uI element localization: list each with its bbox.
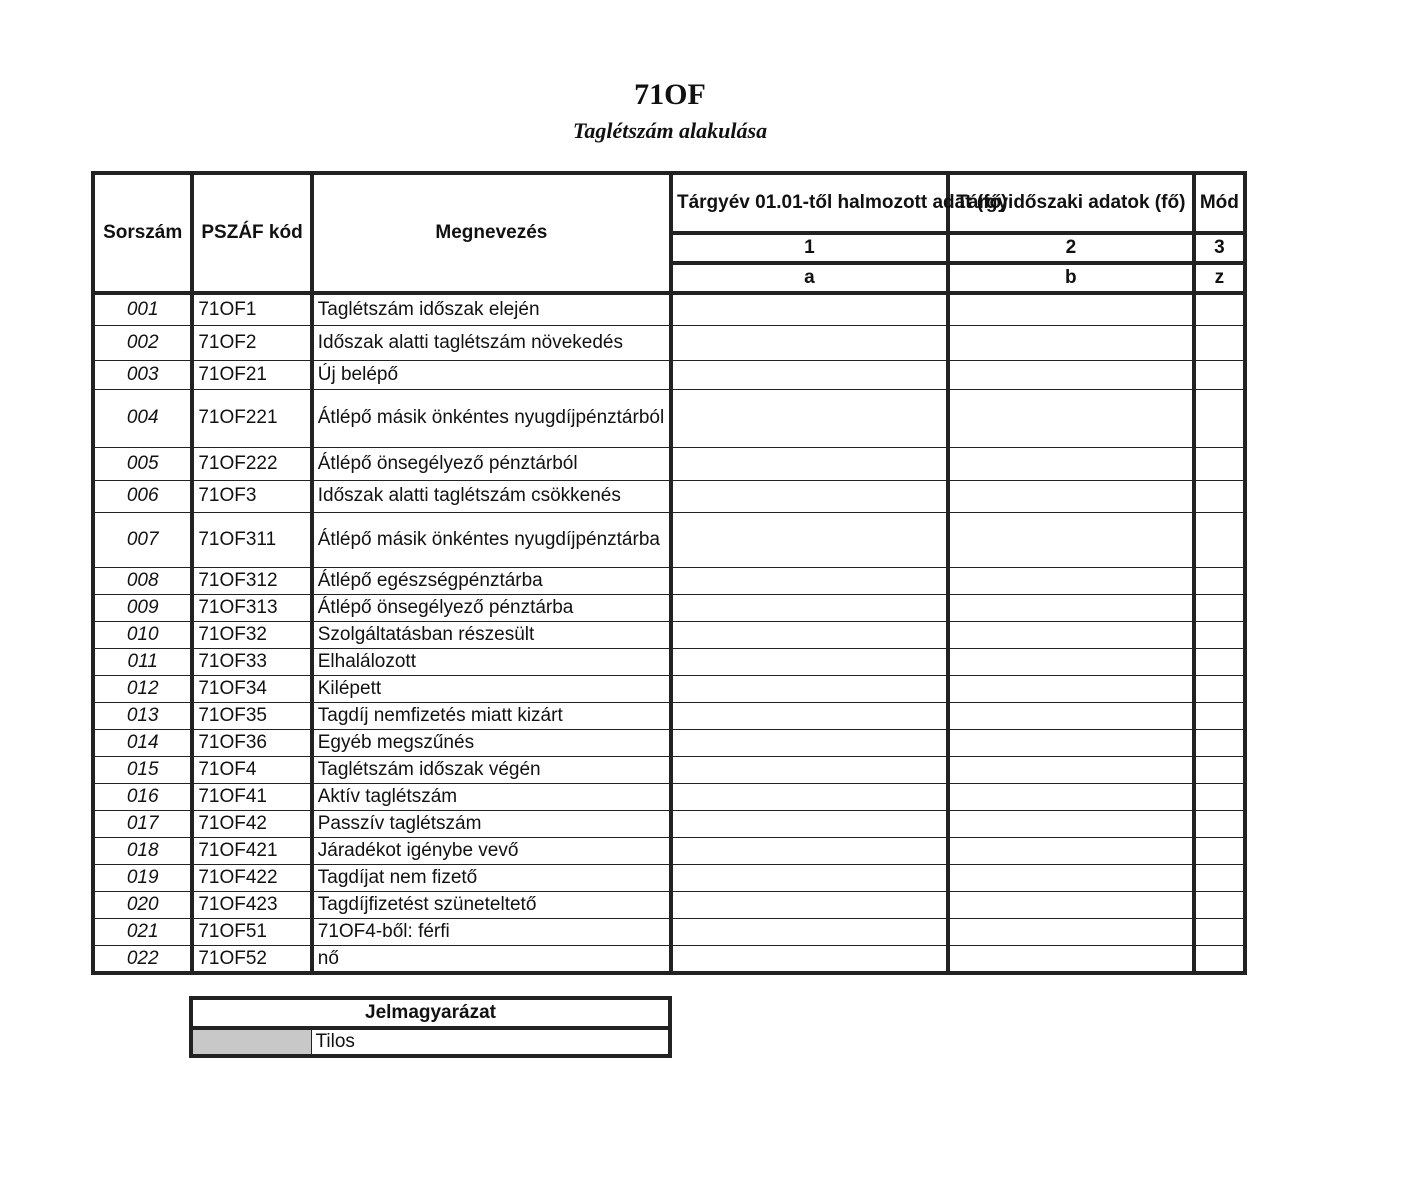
row-name: Átlépő önsegélyező pénztárba	[312, 594, 671, 621]
cell-col1[interactable]	[671, 447, 948, 480]
row-code: 71OF311	[192, 512, 311, 567]
cell-col2[interactable]	[948, 811, 1194, 838]
legend-table	[189, 996, 672, 1058]
cell-col2[interactable]	[948, 293, 1194, 325]
row-number: 004	[93, 389, 192, 447]
data-table	[91, 171, 1247, 975]
table-row	[93, 730, 1245, 757]
cell-col2[interactable]	[948, 919, 1194, 946]
header-col2-letter: b	[948, 263, 1194, 293]
cell-col1[interactable]	[671, 293, 948, 325]
row-number: 022	[93, 946, 192, 973]
legend-title: Jelmagyarázat	[191, 998, 670, 1028]
row-number: 016	[93, 784, 192, 811]
table-row	[93, 703, 1245, 730]
row-code: 71OF34	[192, 676, 311, 703]
table-row	[93, 594, 1245, 621]
header-col2-num: 2	[948, 233, 1194, 263]
row-code: 71OF42	[192, 811, 311, 838]
cell-col3[interactable]	[1194, 512, 1245, 567]
row-code: 71OF3	[192, 480, 311, 512]
table-row	[93, 447, 1245, 480]
row-number: 019	[93, 865, 192, 892]
row-number: 014	[93, 730, 192, 757]
row-code: 71OF422	[192, 865, 311, 892]
row-number: 013	[93, 703, 192, 730]
table-row	[93, 360, 1245, 389]
row-code: 71OF36	[192, 730, 311, 757]
cell-col1[interactable]	[671, 648, 948, 675]
cell-col2[interactable]	[948, 676, 1194, 703]
cell-col3[interactable]	[1194, 838, 1245, 865]
row-name: Új belépő	[312, 360, 671, 389]
cell-col3[interactable]	[1194, 946, 1245, 973]
cell-col3[interactable]	[1194, 730, 1245, 757]
header-pszaf-kod: PSZÁF kód	[192, 173, 311, 293]
cell-col3[interactable]	[1194, 325, 1245, 360]
cell-col2[interactable]	[948, 784, 1194, 811]
page-title: 71OF	[634, 78, 706, 111]
row-name: 71OF4-ből: férfi	[312, 919, 671, 946]
row-name: Szolgáltatásban részesült	[312, 621, 671, 648]
row-name: Tagdíjfizetést szüneteltető	[312, 892, 671, 919]
row-number: 006	[93, 480, 192, 512]
cell-col3[interactable]	[1194, 784, 1245, 811]
cell-col2[interactable]	[948, 512, 1194, 567]
row-name: Időszak alatti taglétszám csökkenés	[312, 480, 671, 512]
cell-col2[interactable]	[948, 594, 1194, 621]
cell-col3[interactable]	[1194, 389, 1245, 447]
row-name: Járadékot igénybe vevő	[312, 838, 671, 865]
cell-col3[interactable]	[1194, 648, 1245, 675]
cell-col2[interactable]	[948, 648, 1194, 675]
row-code: 71OF313	[192, 594, 311, 621]
cell-col2[interactable]	[948, 892, 1194, 919]
row-number: 002	[93, 325, 192, 360]
header-megnevezes: Megnevezés	[312, 173, 671, 293]
row-number: 020	[93, 892, 192, 919]
cell-col1[interactable]	[671, 621, 948, 648]
row-name: Tagdíjat nem fizető	[312, 865, 671, 892]
row-code: 71OF221	[192, 389, 311, 447]
cell-col2[interactable]	[948, 621, 1194, 648]
row-code: 71OF35	[192, 703, 311, 730]
cell-col3[interactable]	[1194, 293, 1245, 325]
row-number: 007	[93, 512, 192, 567]
row-number: 018	[93, 838, 192, 865]
cell-col1[interactable]	[671, 360, 948, 389]
cell-col2[interactable]	[948, 360, 1194, 389]
table-row	[93, 784, 1245, 811]
cell-col2[interactable]	[948, 757, 1194, 784]
header-col3-title: Mód	[1194, 173, 1245, 233]
cell-col1[interactable]	[671, 946, 948, 973]
cell-col3[interactable]	[1194, 703, 1245, 730]
cell-col2[interactable]	[948, 447, 1194, 480]
cell-col1[interactable]	[671, 567, 948, 594]
table-row	[93, 512, 1245, 567]
cell-col1[interactable]	[671, 811, 948, 838]
cell-col2[interactable]	[948, 946, 1194, 973]
row-number: 005	[93, 447, 192, 480]
header-col2-title: Tárgyidőszaki adatok (fő)	[948, 173, 1194, 233]
table-row	[93, 325, 1245, 360]
row-name: Átlépő másik önkéntes nyugdíjpénztárba	[312, 512, 671, 567]
row-code: 71OF51	[192, 919, 311, 946]
row-code: 71OF222	[192, 447, 311, 480]
row-number: 011	[93, 648, 192, 675]
row-code: 71OF423	[192, 892, 311, 919]
cell-col1[interactable]	[671, 325, 948, 360]
row-number: 008	[93, 567, 192, 594]
cell-col3[interactable]	[1194, 447, 1245, 480]
header-col1-letter: a	[671, 263, 948, 293]
table-row	[93, 480, 1245, 512]
cell-col3[interactable]	[1194, 811, 1245, 838]
row-code: 71OF21	[192, 360, 311, 389]
row-code: 71OF1	[192, 293, 311, 325]
cell-col3[interactable]	[1194, 594, 1245, 621]
row-number: 001	[93, 293, 192, 325]
header-col3-letter: z	[1194, 263, 1245, 293]
row-name: Elhalálozott	[312, 648, 671, 675]
row-code: 71OF312	[192, 567, 311, 594]
row-code: 71OF41	[192, 784, 311, 811]
row-name: Taglétszám időszak elején	[312, 293, 671, 325]
legend-item-label: Tilos	[311, 1028, 670, 1056]
cell-col1[interactable]	[671, 892, 948, 919]
cell-col3[interactable]	[1194, 676, 1245, 703]
row-name: Átlépő másik önkéntes nyugdíjpénztárból	[312, 389, 671, 447]
row-code: 71OF33	[192, 648, 311, 675]
row-number: 021	[93, 919, 192, 946]
cell-col1[interactable]	[671, 757, 948, 784]
row-code: 71OF421	[192, 838, 311, 865]
cell-col1[interactable]	[671, 703, 948, 730]
cell-col1[interactable]	[671, 594, 948, 621]
table-row	[93, 648, 1245, 675]
cell-col2[interactable]	[948, 838, 1194, 865]
cell-col2[interactable]	[948, 567, 1194, 594]
row-code: 71OF32	[192, 621, 311, 648]
cell-col2[interactable]	[948, 703, 1194, 730]
row-number: 012	[93, 676, 192, 703]
row-name: Egyéb megszűnés	[312, 730, 671, 757]
page-subtitle: Taglétszám alakulása	[572, 118, 768, 143]
header-sorszam: Sorszám	[93, 173, 192, 293]
cell-col2[interactable]	[948, 389, 1194, 447]
cell-col1[interactable]	[671, 730, 948, 757]
cell-col2[interactable]	[948, 480, 1194, 512]
row-number: 009	[93, 594, 192, 621]
table-row	[93, 621, 1245, 648]
row-name: nő	[312, 946, 671, 973]
cell-col1[interactable]	[671, 676, 948, 703]
cell-col3[interactable]	[1194, 480, 1245, 512]
table-row	[93, 865, 1245, 892]
row-name: Átlépő egészségpénztárba	[312, 567, 671, 594]
cell-col1[interactable]	[671, 865, 948, 892]
row-number: 015	[93, 757, 192, 784]
table-row	[93, 811, 1245, 838]
legend-swatch	[191, 1028, 311, 1056]
cell-col3[interactable]	[1194, 865, 1245, 892]
cell-col2[interactable]	[948, 730, 1194, 757]
row-code: 71OF2	[192, 325, 311, 360]
table-row	[93, 567, 1245, 594]
cell-col3[interactable]	[1194, 360, 1245, 389]
row-number: 017	[93, 811, 192, 838]
table-row	[93, 838, 1245, 865]
cell-col1[interactable]	[671, 838, 948, 865]
cell-col1[interactable]	[671, 919, 948, 946]
table-row	[93, 892, 1245, 919]
cell-col1[interactable]	[671, 784, 948, 811]
row-name: Kilépett	[312, 676, 671, 703]
cell-col2[interactable]	[948, 325, 1194, 360]
cell-col1[interactable]	[671, 480, 948, 512]
row-code: 71OF4	[192, 757, 311, 784]
row-number: 010	[93, 621, 192, 648]
cell-col3[interactable]	[1194, 621, 1245, 648]
row-code: 71OF52	[192, 946, 311, 973]
table-row	[93, 293, 1245, 325]
cell-col1[interactable]	[671, 389, 948, 447]
table-row	[93, 919, 1245, 946]
cell-col3[interactable]	[1194, 892, 1245, 919]
cell-col3[interactable]	[1194, 757, 1245, 784]
header-col3-num: 3	[1194, 233, 1245, 263]
cell-col2[interactable]	[948, 865, 1194, 892]
table-row	[93, 757, 1245, 784]
header-col1-title: Tárgyév 01.01-től halmozott adat (fő)	[671, 173, 948, 233]
cell-col1[interactable]	[671, 512, 948, 567]
row-name: Passzív taglétszám	[312, 811, 671, 838]
row-name: Átlépő önsegélyező pénztárból	[312, 447, 671, 480]
table-row	[93, 389, 1245, 447]
row-name: Aktív taglétszám	[312, 784, 671, 811]
table-row	[93, 946, 1245, 973]
cell-col3[interactable]	[1194, 919, 1245, 946]
row-number: 003	[93, 360, 192, 389]
row-name: Taglétszám időszak végén	[312, 757, 671, 784]
row-name: Tagdíj nemfizetés miatt kizárt	[312, 703, 671, 730]
table-row	[93, 676, 1245, 703]
header-col1-num: 1	[671, 233, 948, 263]
row-name: Időszak alatti taglétszám növekedés	[312, 325, 671, 360]
cell-col3[interactable]	[1194, 567, 1245, 594]
